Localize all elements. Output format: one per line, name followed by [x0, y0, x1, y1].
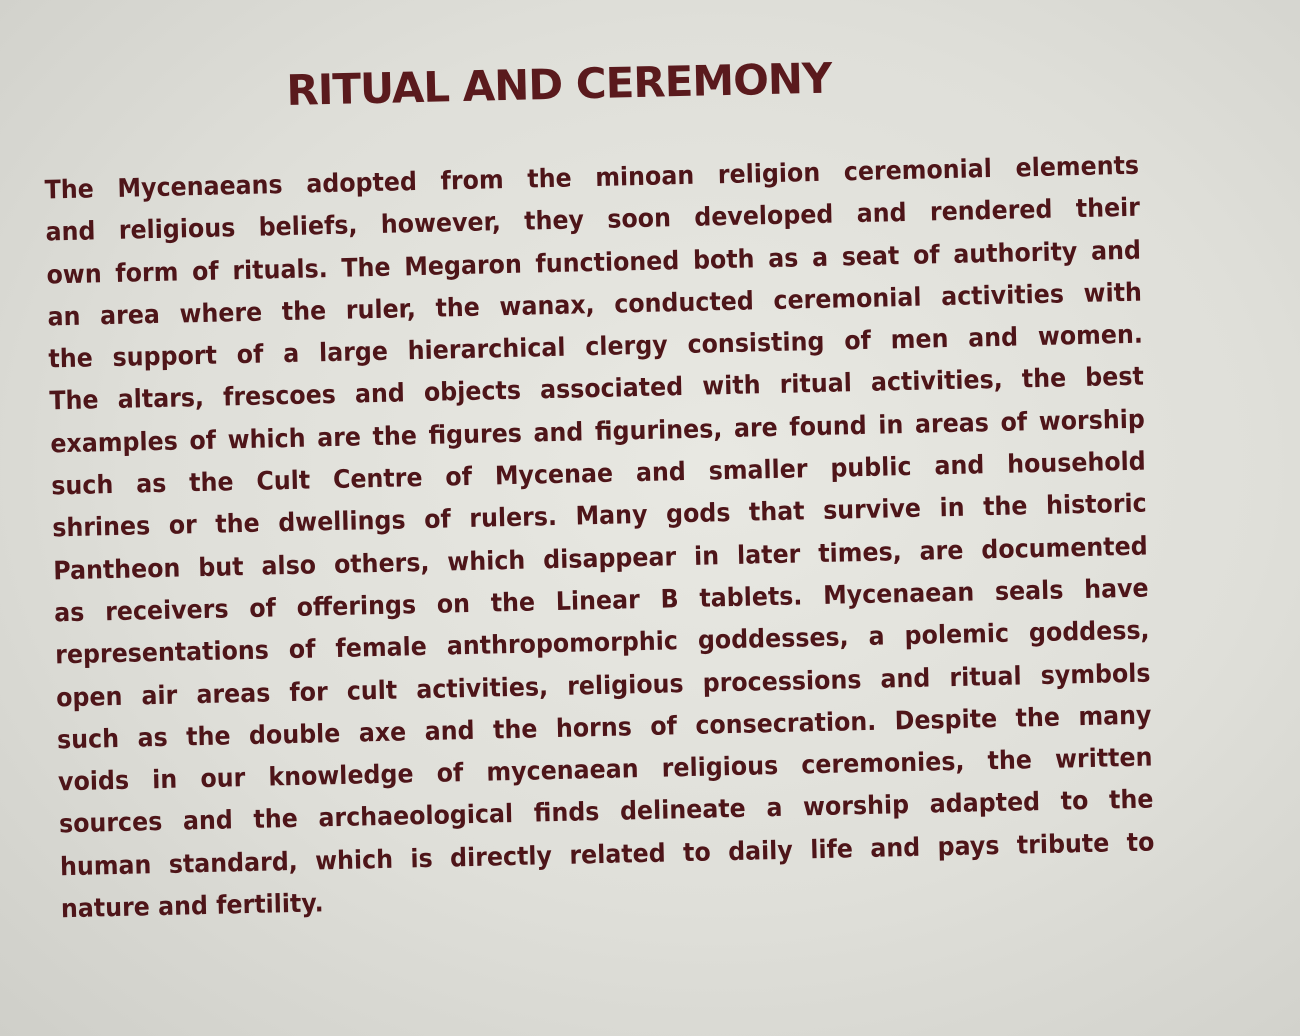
- body-line: own form of rituals. The Megaron functioned both as a seat of authority and: [46, 235, 1142, 291]
- body-line: sources and the archaeological finds delineate a worship adapted to the: [58, 784, 1154, 840]
- body-line: open air areas for cult activities, religious processions and ritual symbols: [55, 658, 1151, 713]
- body-line: such as the Cult Centre of Mycenae and smaller public and household: [51, 446, 1147, 502]
- body-line: an area where the ruler, the wanax, conducted ceremonial activities with: [47, 277, 1143, 333]
- body-line: the support of a large hierarchical clergy consisting of men and women.: [48, 319, 1144, 375]
- body-line: as receivers of offerings on the Linear B tablets. Mycenaean seals have: [53, 573, 1149, 629]
- body-line: The altars, frescoes and objects associated with ritual activities, the best: [49, 362, 1145, 417]
- body-line: examples of which are the figures and figurines, are found in areas of worship: [50, 404, 1146, 460]
- panel-body-text: [44, 145, 1156, 931]
- body-line: Pantheon but also others, which disappear in later times, are documented: [52, 531, 1148, 587]
- body-line: voids in our knowledge of mycenaean religious ceremonies, the written: [57, 742, 1153, 798]
- body-line: shrines or the dwellings of rulers. Many gods that survive in the historic: [51, 488, 1147, 544]
- body-line: The Mycenaeans adopted from the minoan religion ceremonial elements: [44, 150, 1140, 206]
- body-line: and religious beliefs, however, they soon developed and rendered their: [45, 192, 1141, 248]
- body-line: human standard, which is directly related to daily life and pays tribute to: [59, 827, 1155, 883]
- body-line: such as the double axe and the horns of consecration. Despite the many: [56, 700, 1152, 756]
- panel-title: RITUAL AND CEREMONY: [285, 53, 832, 115]
- body-line: representations of female anthropomorphic goddesses, a polemic goddess,: [54, 615, 1150, 671]
- panel-sheet: [20, 4, 1190, 930]
- body-line: nature and fertility.: [60, 888, 324, 925]
